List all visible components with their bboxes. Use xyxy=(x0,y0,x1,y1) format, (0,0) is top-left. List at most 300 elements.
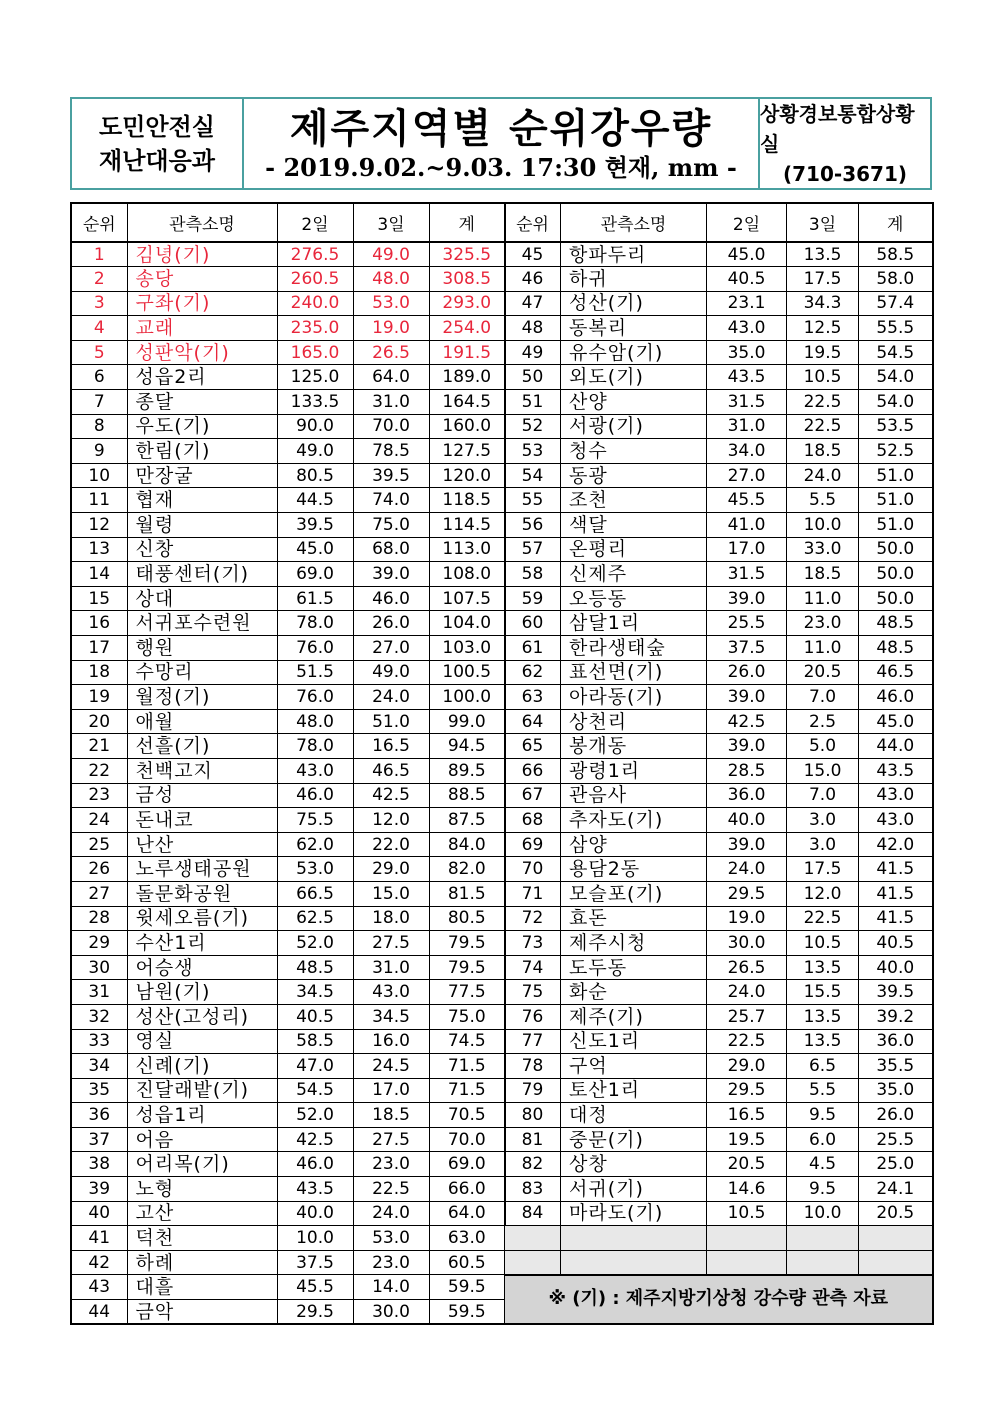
table-row xyxy=(505,660,933,685)
day3-rain-cell: 10.5 xyxy=(787,931,859,956)
total-rain-cell: 94.5 xyxy=(429,734,505,759)
day2-rain-cell: 36.0 xyxy=(707,783,787,808)
day3-rain-cell: 64.0 xyxy=(353,365,429,390)
total-rain-cell: 54.0 xyxy=(859,365,933,390)
day3-rain-cell: 15.0 xyxy=(787,758,859,783)
rank-cell: 32 xyxy=(71,1004,127,1029)
day2-rain-cell: 14.6 xyxy=(707,1177,787,1202)
day2-rain-cell: 235.0 xyxy=(277,316,353,341)
total-rain-cell: 58.5 xyxy=(859,242,933,267)
total-rain-cell: 41.5 xyxy=(859,857,933,882)
rank-cell: 45 xyxy=(505,242,561,267)
day2-rain-cell: 42.5 xyxy=(277,1127,353,1152)
total-rain-cell: 71.5 xyxy=(429,1054,505,1079)
day2-rain-cell: 125.0 xyxy=(277,365,353,390)
station-name-cell: 월정(기) xyxy=(127,685,277,710)
total-rain-cell: 103.0 xyxy=(429,636,505,661)
col-header-station: 관측소명 xyxy=(127,203,277,242)
station-name-cell: 항파두리 xyxy=(561,242,707,267)
table-row xyxy=(71,931,505,956)
day2-rain-cell: 47.0 xyxy=(277,1054,353,1079)
station-name-cell: 금성 xyxy=(127,783,277,808)
station-name-cell: 어음 xyxy=(127,1127,277,1152)
table-row xyxy=(505,537,933,562)
rank-cell: 75 xyxy=(505,980,561,1005)
day3-rain-cell: 53.0 xyxy=(353,1226,429,1251)
day2-rain-cell: 31.0 xyxy=(707,414,787,439)
station-name-cell: 조천 xyxy=(561,488,707,513)
table-row xyxy=(71,857,505,882)
day3-rain-cell: 78.5 xyxy=(353,439,429,464)
station-name-cell: 마라도(기) xyxy=(561,1201,707,1226)
col-header-rank: 순위 xyxy=(505,203,561,242)
rank-cell: 65 xyxy=(505,734,561,759)
day2-rain-cell: 26.0 xyxy=(707,660,787,685)
day2-rain-cell: 10.0 xyxy=(277,1226,353,1251)
day3-rain-cell: 12.5 xyxy=(787,316,859,341)
day3-rain-cell: 30.0 xyxy=(353,1300,429,1325)
rank-cell: 72 xyxy=(505,906,561,931)
total-rain-cell: 113.0 xyxy=(429,537,505,562)
day2-rain-cell: 45.0 xyxy=(707,242,787,267)
day3-rain-cell: 6.5 xyxy=(787,1054,859,1079)
day2-rain-cell: 25.5 xyxy=(707,611,787,636)
day2-rain-cell: 39.0 xyxy=(707,586,787,611)
day2-rain-cell: 43.0 xyxy=(707,316,787,341)
rank-cell: 76 xyxy=(505,1004,561,1029)
day3-rain-cell: 39.0 xyxy=(353,562,429,587)
day2-rain-cell: 34.5 xyxy=(277,980,353,1005)
table-row xyxy=(505,758,933,783)
day3-rain-cell: 48.0 xyxy=(353,267,429,292)
rank-cell: 9 xyxy=(71,439,127,464)
rank-cell: 67 xyxy=(505,783,561,808)
table-row xyxy=(505,1127,933,1152)
source-note: ※ (기) : 제주지방기상청 강수량 관측 자료 xyxy=(505,1275,933,1324)
table-row xyxy=(71,1250,505,1275)
day2-rain-cell: 19.0 xyxy=(707,906,787,931)
day2-rain-cell: 78.0 xyxy=(277,734,353,759)
day3-rain-cell: 49.0 xyxy=(353,242,429,267)
table-row xyxy=(71,1177,505,1202)
total-rain-cell: 100.5 xyxy=(429,660,505,685)
total-rain-cell: 160.0 xyxy=(429,414,505,439)
table-header-row xyxy=(505,203,933,242)
total-rain-cell: 50.0 xyxy=(859,537,933,562)
station-name-cell: 중문(기) xyxy=(561,1127,707,1152)
rank-cell: 79 xyxy=(505,1078,561,1103)
day3-rain-cell: 15.5 xyxy=(787,980,859,1005)
day3-rain-cell: 13.5 xyxy=(787,955,859,980)
total-rain-cell: 87.5 xyxy=(429,808,505,833)
total-rain-cell: 60.5 xyxy=(429,1250,505,1275)
day2-rain-cell: 39.5 xyxy=(277,513,353,538)
table-row xyxy=(71,611,505,636)
rank-cell: 38 xyxy=(71,1152,127,1177)
station-name-cell: 종달 xyxy=(127,390,277,415)
total-rain-cell: 189.0 xyxy=(429,365,505,390)
rank-cell: 80 xyxy=(505,1103,561,1128)
table-row xyxy=(71,1226,505,1251)
total-rain-cell: 24.1 xyxy=(859,1177,933,1202)
col-header-total: 계 xyxy=(429,203,505,242)
total-rain-cell: 164.5 xyxy=(429,390,505,415)
table-row xyxy=(505,513,933,538)
rank-cell: 34 xyxy=(71,1054,127,1079)
day2-rain-cell: 22.5 xyxy=(707,1029,787,1054)
day3-rain-cell: 19.5 xyxy=(787,340,859,365)
day3-rain-cell: 22.5 xyxy=(787,390,859,415)
day3-rain-cell: 34.3 xyxy=(787,291,859,316)
day2-rain-cell: 25.7 xyxy=(707,1004,787,1029)
rank-cell: 46 xyxy=(505,267,561,292)
table-row xyxy=(505,980,933,1005)
table-header-row xyxy=(71,203,505,242)
day3-rain-cell: 18.0 xyxy=(353,906,429,931)
table-row xyxy=(71,1054,505,1079)
rank-cell: 28 xyxy=(71,906,127,931)
station-name-cell: 상천리 xyxy=(561,709,707,734)
table-row xyxy=(71,980,505,1005)
day2-rain-cell: 43.5 xyxy=(277,1177,353,1202)
station-name-cell: 하례 xyxy=(127,1250,277,1275)
rank-cell: 63 xyxy=(505,685,561,710)
total-rain-cell: 75.0 xyxy=(429,1004,505,1029)
rank-cell: 35 xyxy=(71,1078,127,1103)
total-rain-cell: 48.5 xyxy=(859,611,933,636)
rank-cell: 48 xyxy=(505,316,561,341)
day2-rain-cell: 45.0 xyxy=(277,537,353,562)
station-name-cell: 구좌(기) xyxy=(127,291,277,316)
rank-cell: 77 xyxy=(505,1029,561,1054)
day3-rain-cell: 26.0 xyxy=(353,611,429,636)
day3-rain-cell: 13.5 xyxy=(787,1029,859,1054)
day3-rain-cell: 24.0 xyxy=(787,463,859,488)
station-name-cell: 효돈 xyxy=(561,906,707,931)
day3-rain-cell: 24.0 xyxy=(353,1201,429,1226)
day2-rain-cell: 40.5 xyxy=(707,267,787,292)
total-rain-cell: 88.5 xyxy=(429,783,505,808)
day3-rain-cell: 13.5 xyxy=(787,242,859,267)
station-name-cell: 선흘(기) xyxy=(127,734,277,759)
department-line1: 도민안전실 xyxy=(99,112,215,141)
total-rain-cell: 79.5 xyxy=(429,931,505,956)
day3-rain-cell: 12.0 xyxy=(787,881,859,906)
station-name-cell: 송당 xyxy=(127,267,277,292)
station-name-cell: 색달 xyxy=(561,513,707,538)
table-row xyxy=(71,1103,505,1128)
total-rain-cell: 51.0 xyxy=(859,463,933,488)
day3-rain-cell: 29.0 xyxy=(353,857,429,882)
station-name-cell: 관음사 xyxy=(561,783,707,808)
day3-rain-cell: 34.5 xyxy=(353,1004,429,1029)
station-name-cell: 김녕(기) xyxy=(127,242,277,267)
table-row xyxy=(71,562,505,587)
station-name-cell: 하귀 xyxy=(561,267,707,292)
rank-cell: 59 xyxy=(505,586,561,611)
total-rain-cell: 70.0 xyxy=(429,1127,505,1152)
note-row xyxy=(505,1275,933,1324)
day2-rain-cell: 19.5 xyxy=(707,1127,787,1152)
station-name-cell: 광령1리 xyxy=(561,758,707,783)
rainfall-table-left xyxy=(70,202,506,1325)
table-row xyxy=(71,488,505,513)
total-rain-cell: 54.5 xyxy=(859,340,933,365)
total-rain-cell: 308.5 xyxy=(429,267,505,292)
col-header-total: 계 xyxy=(859,203,933,242)
day3-rain-cell: 22.0 xyxy=(353,832,429,857)
station-name-cell: 천백고지 xyxy=(127,758,277,783)
day3-rain-cell: 23.0 xyxy=(787,611,859,636)
table-row xyxy=(71,439,505,464)
day3-rain-cell: 14.0 xyxy=(353,1275,429,1300)
rank-cell: 27 xyxy=(71,881,127,906)
total-rain-cell: 89.5 xyxy=(429,758,505,783)
total-rain-cell: 58.0 xyxy=(859,267,933,292)
table-row xyxy=(71,758,505,783)
station-name-cell: 동복리 xyxy=(561,316,707,341)
station-name-cell: 삼달1리 xyxy=(561,611,707,636)
day3-rain-cell: 6.0 xyxy=(787,1127,859,1152)
rank-cell: 37 xyxy=(71,1127,127,1152)
total-rain-cell: 52.5 xyxy=(859,439,933,464)
day2-rain-cell: 51.5 xyxy=(277,660,353,685)
total-rain-cell: 40.5 xyxy=(859,931,933,956)
rank-cell: 12 xyxy=(71,513,127,538)
day2-rain-cell: 62.5 xyxy=(277,906,353,931)
table-row xyxy=(505,1078,933,1103)
day2-rain-cell: 37.5 xyxy=(277,1250,353,1275)
rank-cell: 55 xyxy=(505,488,561,513)
rank-cell: 33 xyxy=(71,1029,127,1054)
table-row xyxy=(71,1029,505,1054)
day3-rain-cell: 9.5 xyxy=(787,1177,859,1202)
col-header-day3: 3일 xyxy=(787,203,859,242)
day2-rain-cell: 40.0 xyxy=(277,1201,353,1226)
day3-rain-cell: 27.5 xyxy=(353,1127,429,1152)
rank-cell: 4 xyxy=(71,316,127,341)
table-row xyxy=(505,832,933,857)
station-name-cell: 상창 xyxy=(561,1152,707,1177)
day2-rain-cell: 48.5 xyxy=(277,955,353,980)
rank-cell: 62 xyxy=(505,660,561,685)
table-row xyxy=(71,291,505,316)
station-name-cell: 어리목(기) xyxy=(127,1152,277,1177)
day2-rain-cell: 80.5 xyxy=(277,463,353,488)
station-name-cell: 교래 xyxy=(127,316,277,341)
department-line2: 재난대응과 xyxy=(99,146,215,175)
rank-cell: 66 xyxy=(505,758,561,783)
day2-rain-cell: 66.5 xyxy=(277,881,353,906)
station-name-cell: 화순 xyxy=(561,980,707,1005)
day3-rain-cell: 27.5 xyxy=(353,931,429,956)
station-name-cell: 한라생태숲 xyxy=(561,636,707,661)
station-name-cell: 월령 xyxy=(127,513,277,538)
table-row xyxy=(505,881,933,906)
total-rain-cell: 48.5 xyxy=(859,636,933,661)
table-row xyxy=(505,267,933,292)
table-row xyxy=(71,832,505,857)
table-row xyxy=(71,586,505,611)
table-row xyxy=(71,414,505,439)
total-rain-cell: 40.0 xyxy=(859,955,933,980)
rank-cell: 22 xyxy=(71,758,127,783)
table-row xyxy=(505,1029,933,1054)
rank-cell: 81 xyxy=(505,1127,561,1152)
station-name-cell: 모슬포(기) xyxy=(561,881,707,906)
day3-rain-cell: 68.0 xyxy=(353,537,429,562)
day2-rain-cell: 45.5 xyxy=(277,1275,353,1300)
station-name-cell: 돌문화공원 xyxy=(127,881,277,906)
table-row xyxy=(505,414,933,439)
station-name-cell: 제주시청 xyxy=(561,931,707,956)
table-row xyxy=(505,340,933,365)
station-name-cell: 대정 xyxy=(561,1103,707,1128)
day2-rain-cell: 45.5 xyxy=(707,488,787,513)
table-row xyxy=(505,586,933,611)
rank-cell: 2 xyxy=(71,267,127,292)
station-name-cell: 한림(기) xyxy=(127,439,277,464)
rank-cell: 83 xyxy=(505,1177,561,1202)
total-rain-cell: 59.5 xyxy=(429,1300,505,1325)
total-rain-cell: 66.0 xyxy=(429,1177,505,1202)
rank-cell: 51 xyxy=(505,390,561,415)
day3-rain-cell: 53.0 xyxy=(353,291,429,316)
col-header-day2: 2일 xyxy=(707,203,787,242)
day2-rain-cell: 23.1 xyxy=(707,291,787,316)
day3-rain-cell: 22.5 xyxy=(787,414,859,439)
day3-rain-cell: 2.5 xyxy=(787,709,859,734)
rank-cell: 14 xyxy=(71,562,127,587)
day2-rain-cell: 240.0 xyxy=(277,291,353,316)
total-rain-cell: 107.5 xyxy=(429,586,505,611)
empty-row xyxy=(505,1250,933,1275)
rank-cell: 64 xyxy=(505,709,561,734)
day3-rain-cell: 11.0 xyxy=(787,586,859,611)
day3-rain-cell: 33.0 xyxy=(787,537,859,562)
col-header-day3: 3일 xyxy=(353,203,429,242)
day2-rain-cell: 48.0 xyxy=(277,709,353,734)
day2-rain-cell: 41.0 xyxy=(707,513,787,538)
table-row xyxy=(505,734,933,759)
station-name-cell: 금악 xyxy=(127,1300,277,1325)
rank-cell: 5 xyxy=(71,340,127,365)
total-rain-cell: 35.5 xyxy=(859,1054,933,1079)
table-row xyxy=(505,808,933,833)
station-name-cell: 노루생태공원 xyxy=(127,857,277,882)
rank-cell: 78 xyxy=(505,1054,561,1079)
empty-cell xyxy=(787,1250,859,1275)
day2-rain-cell: 53.0 xyxy=(277,857,353,882)
total-rain-cell: 325.5 xyxy=(429,242,505,267)
report-header xyxy=(70,97,932,190)
table-row xyxy=(71,808,505,833)
table-row xyxy=(505,636,933,661)
day2-rain-cell: 26.5 xyxy=(707,955,787,980)
day3-rain-cell: 42.5 xyxy=(353,783,429,808)
station-name-cell: 어승생 xyxy=(127,955,277,980)
rank-cell: 30 xyxy=(71,955,127,980)
station-name-cell: 표선면(기) xyxy=(561,660,707,685)
day3-rain-cell: 16.0 xyxy=(353,1029,429,1054)
rank-cell: 69 xyxy=(505,832,561,857)
rank-cell: 60 xyxy=(505,611,561,636)
rank-cell: 16 xyxy=(71,611,127,636)
station-name-cell: 성읍2리 xyxy=(127,365,277,390)
day3-rain-cell: 31.0 xyxy=(353,390,429,415)
day2-rain-cell: 75.5 xyxy=(277,808,353,833)
total-rain-cell: 39.5 xyxy=(859,980,933,1005)
table-row xyxy=(71,636,505,661)
total-rain-cell: 70.5 xyxy=(429,1103,505,1128)
day2-rain-cell: 39.0 xyxy=(707,832,787,857)
day3-rain-cell: 20.5 xyxy=(787,660,859,685)
day3-rain-cell: 7.0 xyxy=(787,685,859,710)
day2-rain-cell: 43.5 xyxy=(707,365,787,390)
day3-rain-cell: 3.0 xyxy=(787,808,859,833)
empty-cell xyxy=(859,1226,933,1251)
station-name-cell: 외도(기) xyxy=(561,365,707,390)
rank-cell: 54 xyxy=(505,463,561,488)
table-row xyxy=(71,537,505,562)
day2-rain-cell: 78.0 xyxy=(277,611,353,636)
day2-rain-cell: 52.0 xyxy=(277,931,353,956)
col-header-rank: 순위 xyxy=(71,203,127,242)
table-row xyxy=(71,1004,505,1029)
day2-rain-cell: 29.0 xyxy=(707,1054,787,1079)
rank-cell: 58 xyxy=(505,562,561,587)
department-box xyxy=(72,99,244,188)
total-rain-cell: 46.0 xyxy=(859,685,933,710)
empty-cell xyxy=(787,1226,859,1251)
station-name-cell: 신례(기) xyxy=(127,1054,277,1079)
day3-rain-cell: 27.0 xyxy=(353,636,429,661)
day2-rain-cell: 29.5 xyxy=(707,881,787,906)
rank-cell: 20 xyxy=(71,709,127,734)
day3-rain-cell: 23.0 xyxy=(353,1250,429,1275)
day3-rain-cell: 11.0 xyxy=(787,636,859,661)
table-row xyxy=(505,488,933,513)
rank-cell: 82 xyxy=(505,1152,561,1177)
station-name-cell: 수산1리 xyxy=(127,931,277,956)
day3-rain-cell: 15.0 xyxy=(353,881,429,906)
total-rain-cell: 63.0 xyxy=(429,1226,505,1251)
day3-rain-cell: 49.0 xyxy=(353,660,429,685)
table-row xyxy=(505,783,933,808)
rank-cell: 13 xyxy=(71,537,127,562)
total-rain-cell: 41.5 xyxy=(859,906,933,931)
table-row xyxy=(505,1201,933,1226)
table-row xyxy=(71,1201,505,1226)
total-rain-cell: 51.0 xyxy=(859,513,933,538)
empty-cell xyxy=(707,1250,787,1275)
rank-cell: 6 xyxy=(71,365,127,390)
day3-rain-cell: 70.0 xyxy=(353,414,429,439)
empty-cell xyxy=(561,1226,707,1251)
day3-rain-cell: 5.5 xyxy=(787,1078,859,1103)
rank-cell: 3 xyxy=(71,291,127,316)
station-name-cell: 태풍센터(기) xyxy=(127,562,277,587)
total-rain-cell: 35.0 xyxy=(859,1078,933,1103)
table-row xyxy=(71,1275,505,1300)
table-row xyxy=(71,1152,505,1177)
station-name-cell: 진달래밭(기) xyxy=(127,1078,277,1103)
day3-rain-cell: 43.0 xyxy=(353,980,429,1005)
day2-rain-cell: 62.0 xyxy=(277,832,353,857)
station-name-cell: 아라동(기) xyxy=(561,685,707,710)
station-name-cell: 수망리 xyxy=(127,660,277,685)
total-rain-cell: 36.0 xyxy=(859,1029,933,1054)
